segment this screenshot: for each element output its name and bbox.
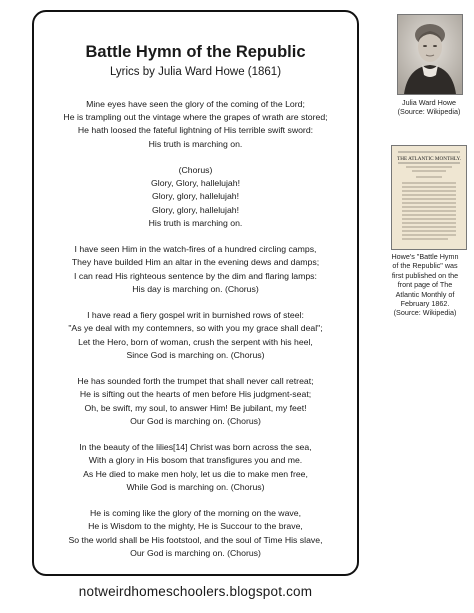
- lyric-line: He hath loosed the fateful lightning of His terrible swift sword:: [77, 125, 314, 136]
- caption-line: February 1862.: [400, 299, 450, 309]
- lyric-line: I have seen Him in the watch-fires of a hundred circling camps,: [74, 244, 317, 255]
- chorus: [32, 164, 359, 230]
- lyric-line: He is trampling out the vintage where the grapes of wrath are stored;: [63, 112, 328, 123]
- magazine-masthead: THE ATLANTIC MONTHLY.: [397, 156, 461, 162]
- lyric-line: They have builded Him an altar in the evening dews and damps;: [71, 257, 320, 268]
- lyrics: [32, 98, 359, 573]
- magazine-page-image: [391, 145, 467, 250]
- lyric-line: Our God is marching on. (Chorus): [130, 415, 261, 426]
- portrait-photo: [397, 14, 463, 95]
- stanza-2: [32, 243, 359, 296]
- lyric-line: Oh, be swift, my soul, to answer Him! Be jubilant, my feet!: [84, 402, 307, 413]
- portrait-caption: [390, 98, 468, 117]
- lyric-line: His truth is marching on.: [148, 138, 243, 149]
- stanza-3: [32, 309, 359, 362]
- lyric-line: Glory, glory, hallelujah!: [151, 191, 240, 202]
- caption-line: Howe's "Battle Hymn: [391, 252, 459, 261]
- lyric-line: He is Wisdom to the mighty, He is Succour to the brave,: [88, 521, 303, 532]
- lyric-line: Our God is marching on. (Chorus): [130, 547, 261, 558]
- portrait-illustration: [398, 15, 462, 94]
- lyric-line: (Chorus): [178, 165, 213, 175]
- caption-line: front page of The: [397, 280, 453, 290]
- lyric-line: He has sounded forth the trumpet that shall never call retreat;: [77, 376, 314, 387]
- lyric-line: His truth is marching on.: [148, 217, 243, 228]
- lyric-line: In the beauty of the lilies[14] Christ was born across the sea,: [79, 442, 312, 453]
- caption-line: Atlantic Monthly of: [395, 289, 455, 299]
- page-title: Battle Hymn of the Republic: [85, 43, 306, 61]
- lyric-line: As He died to make men holy, let us die to make men free,: [83, 468, 308, 479]
- lyric-line: Since God is marching on. (Chorus): [126, 349, 265, 360]
- stanza-5: [32, 441, 359, 494]
- lyric-line: He is sifting out the hearts of men before His judgment-seat;: [79, 389, 312, 400]
- lyric-line: So the world shall be His footstool, and the soul of Time His slave,: [68, 534, 323, 545]
- stanza-4: [32, 375, 359, 428]
- lyric-line: I can read His righteous sentence by the dim and flaring lamps:: [74, 270, 317, 281]
- caption-line: first published on the: [391, 270, 459, 280]
- magazine-illustration: [392, 146, 466, 249]
- lyric-line: I have read a fiery gospel writ in burnished rows of steel:: [87, 310, 304, 321]
- caption-line: (Source: Wikipedia): [397, 107, 461, 117]
- stanza-1: [32, 98, 359, 151]
- magazine-caption: [376, 252, 474, 318]
- caption-line: (Source: Wikipedia): [393, 308, 457, 318]
- lyric-line: While God is marching on. (Chorus): [126, 481, 265, 492]
- stanza-6: [32, 507, 359, 560]
- footer-url: notweirdhomeschoolers.blogspot.com: [78, 584, 313, 599]
- lyric-line: Mine eyes have seen the glory of the coming of the Lord;: [86, 99, 305, 109]
- lyric-line: Let the Hero, born of woman, crush the serpent with his heel,: [78, 336, 313, 347]
- lyric-line: Glory, glory, hallelujah!: [151, 204, 240, 215]
- lyric-line: Glory, Glory, hallelujah!: [151, 178, 240, 189]
- lyric-line: He is coming like the glory of the morning on the wave,: [89, 508, 302, 519]
- lyric-line: "As ye deal with my contemners, so with you my grace shall deal";: [68, 323, 323, 334]
- lyric-line: With a glory in His bosom that transfigures you and me.: [88, 455, 303, 466]
- lyric-line: His day is marching on. (Chorus): [132, 283, 259, 294]
- page-subtitle: Lyrics by Julia Ward Howe (1861): [109, 66, 282, 78]
- caption-line: Julia Ward Howe: [401, 98, 457, 107]
- caption-line: of the Republic" was: [392, 261, 458, 271]
